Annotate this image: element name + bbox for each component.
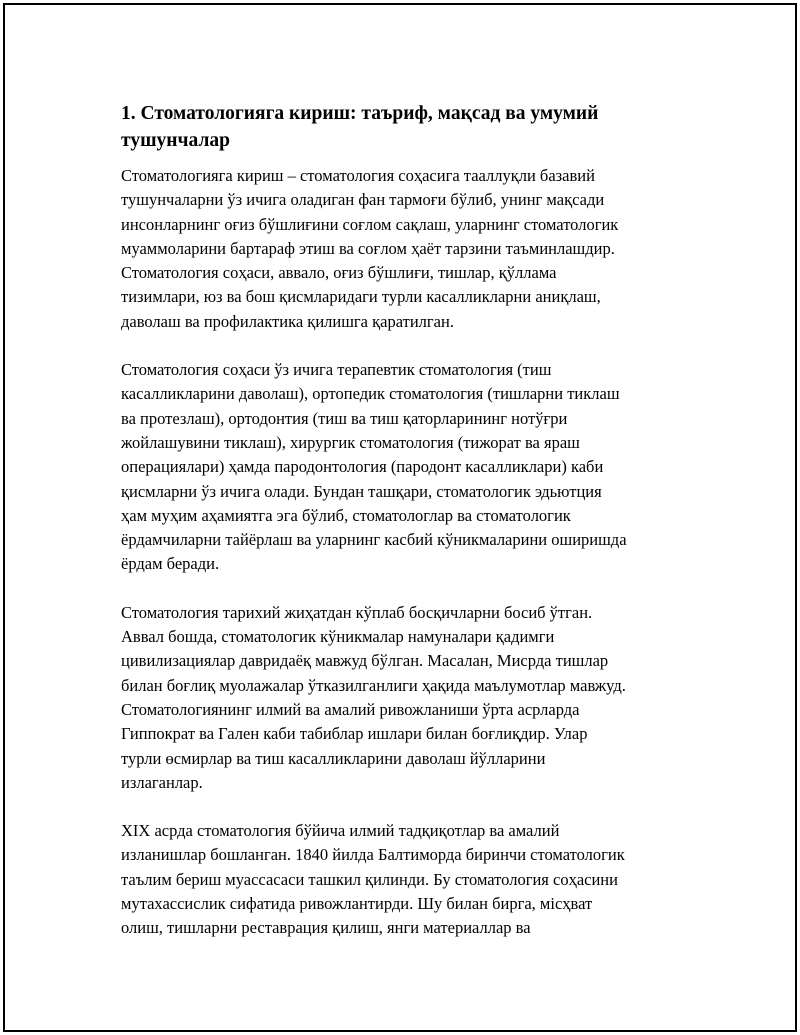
text-line: ёрдамчиларни тайёрлаш ва уларнинг касбий кўникмаларини оширишда — [121, 530, 627, 550]
text-line: цивилизациялар давридаёқ мавжуд бўлган. Масалан, Мисрда тишлар — [121, 651, 609, 671]
paragraph-history — [121, 601, 701, 795]
text-line: излаганлар. — [121, 772, 203, 792]
text-line: муаммоларини бартараф этиш ва соғлом ҳаёт тарзини таъминлашдир. — [121, 238, 615, 258]
text-line: ҳам муҳим аҳамиятга эга бўлиб, стоматологлар ва стоматологик — [121, 505, 571, 525]
text-line: жойлашувини тиклаш), хирургик стоматология (тижорат ва яраш — [121, 432, 580, 452]
text-line: мутахассислик сифатида ривожлантирди. Шу билан бирга, місҳват — [121, 894, 593, 914]
heading-line: 1. Стоматологияга кириш: таъриф, мақсад ва умумий — [121, 103, 599, 124]
section-heading — [121, 100, 701, 154]
document-body — [121, 100, 701, 965]
text-line: Аввал бошда, стоматологик кўникмалар намуналари қадимги — [121, 627, 555, 647]
text-line: XIX асрда стоматология бўйича илмий тадқиқотлар ва амалий — [121, 821, 560, 841]
text-line: ёрдам беради. — [121, 554, 220, 574]
text-line: олиш, тишларни реставрация қилиш, янги материаллар ва — [121, 918, 531, 938]
text-line: тушунчаларни ўз ичига оладиган фан тармоғи бўлиб, унинг мақсади — [121, 190, 605, 210]
paragraph-definition — [121, 164, 701, 334]
text-line: қисмларни ўз ичига олади. Бундан ташқари, стоматологик эдьютция — [121, 481, 602, 501]
text-line: изланишлар бошланган. 1840 йилда Балтиморда биринчи стоматологик — [121, 845, 625, 865]
paragraph-19th-century — [121, 819, 701, 940]
text-line: билан боғлиқ муолажалар ўтказилганлиги ҳақида маълумотлар мавжуд. — [121, 675, 626, 695]
text-line: даволаш ва профилактика қилишга қаратилган. — [121, 311, 454, 331]
paragraph-branches — [121, 358, 701, 577]
text-line: Стоматологиянинг илмий ва амалий ривожланиши ўрта асрларда — [121, 699, 580, 719]
text-line: Гиппократ ва Гален каби табиблар ишлари билан боғлиқдир. Улар — [121, 724, 588, 744]
text-line: Стоматология соҳаси, аввало, оғиз бўшлиғи, тишлар, қўллама — [121, 263, 557, 283]
text-line: операциялари) ҳамда пародонтология (пародонт касалликлари) каби — [121, 457, 604, 477]
text-line: Стоматология соҳаси ўз ичига терапевтик стоматология (тиш — [121, 360, 552, 380]
text-line: таълим бериш муассасаси ташкил қилинди. Бу стоматология соҳасини — [121, 869, 618, 889]
text-line: турли өсмирлар ва тиш касалликларини даволаш йўлларини — [121, 748, 546, 768]
page-frame — [3, 3, 797, 1032]
text-line: Стоматологияга кириш – стоматология соҳасига тааллуқли базавий — [121, 166, 595, 185]
text-line: ва протезлаш), ортодонтия (тиш ва тиш қаторларининг нотўғри — [121, 408, 568, 428]
text-line: касалликларини даволаш), ортопедик стоматология (тишларни тиклаш — [121, 384, 620, 404]
heading-line: тушунчалар — [121, 130, 230, 151]
text-line: тизимлари, юз ва бош қисмларидаги турли касалликларни аниқлаш, — [121, 287, 601, 307]
text-line: инсонларнинг оғиз бўшлиғини соғлом сақлаш, уларнинг стоматологик — [121, 214, 619, 234]
text-line: Стоматология тарихий жиҳатдан кўплаб босқичларни босиб ўтган. — [121, 602, 593, 622]
